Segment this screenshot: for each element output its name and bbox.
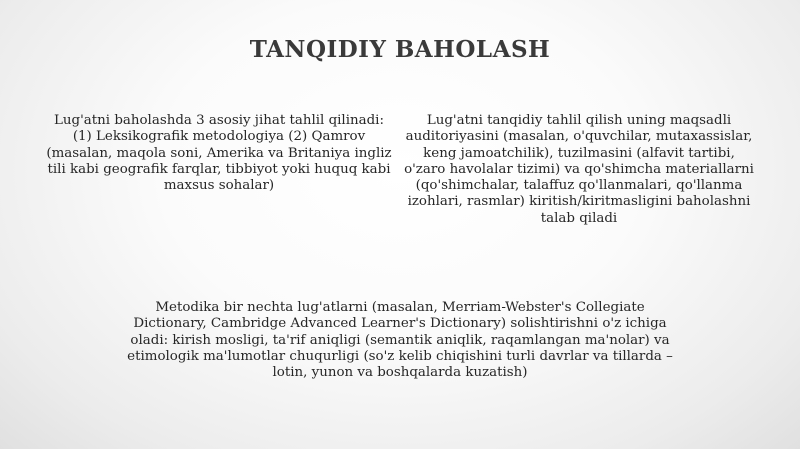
slide-title: TANQIDIY BAHOLASH [249,36,551,63]
right-text-block: Lug'atni tanqidiy tahlil qilish uning maqsadli auditoriyasini (masalan, o'quvchilar, mutaxassislar, keng jamoatchilik), tuzilmasini (alfavit tartibi, o'zaro havolalar tizimi) va qo'shimcha materiallarni (qo'shimchalar, talaffuz qo'llanmalari, qo'llanma izohlari, rasmlar) kiritish/kiritmasligini baholashni talab qiladi [404,113,754,226]
left-text-block: Lug'atni baholashda 3 asosiy jihat tahlil qilinadi: (1) Leksikografik metodologiya (2) Qamrov (masalan, maqola soni, Amerika va Britaniya ingliz tili kabi geografik farqlar, tibbiyot yoki huquq kabi maxsus sohalar) [46,113,392,194]
bottom-text-block: Metodika bir nechta lug'atlarni (masalan, Merriam-Webster's Collegiate Dictionary, Cambridge Advanced Learner's Dictionary) solishtirishni o'z ichiga oladi: kirish mosligi, ta'rif aniqligi (semantik aniqlik, raqamlangan ma'nolar) va etimologik ma'lumotlar chuqurligi (so'z kelib chiqishini turli davrlar va tillarda – lotin, yunon va boshqalarda kuzatish) [127,300,673,381]
